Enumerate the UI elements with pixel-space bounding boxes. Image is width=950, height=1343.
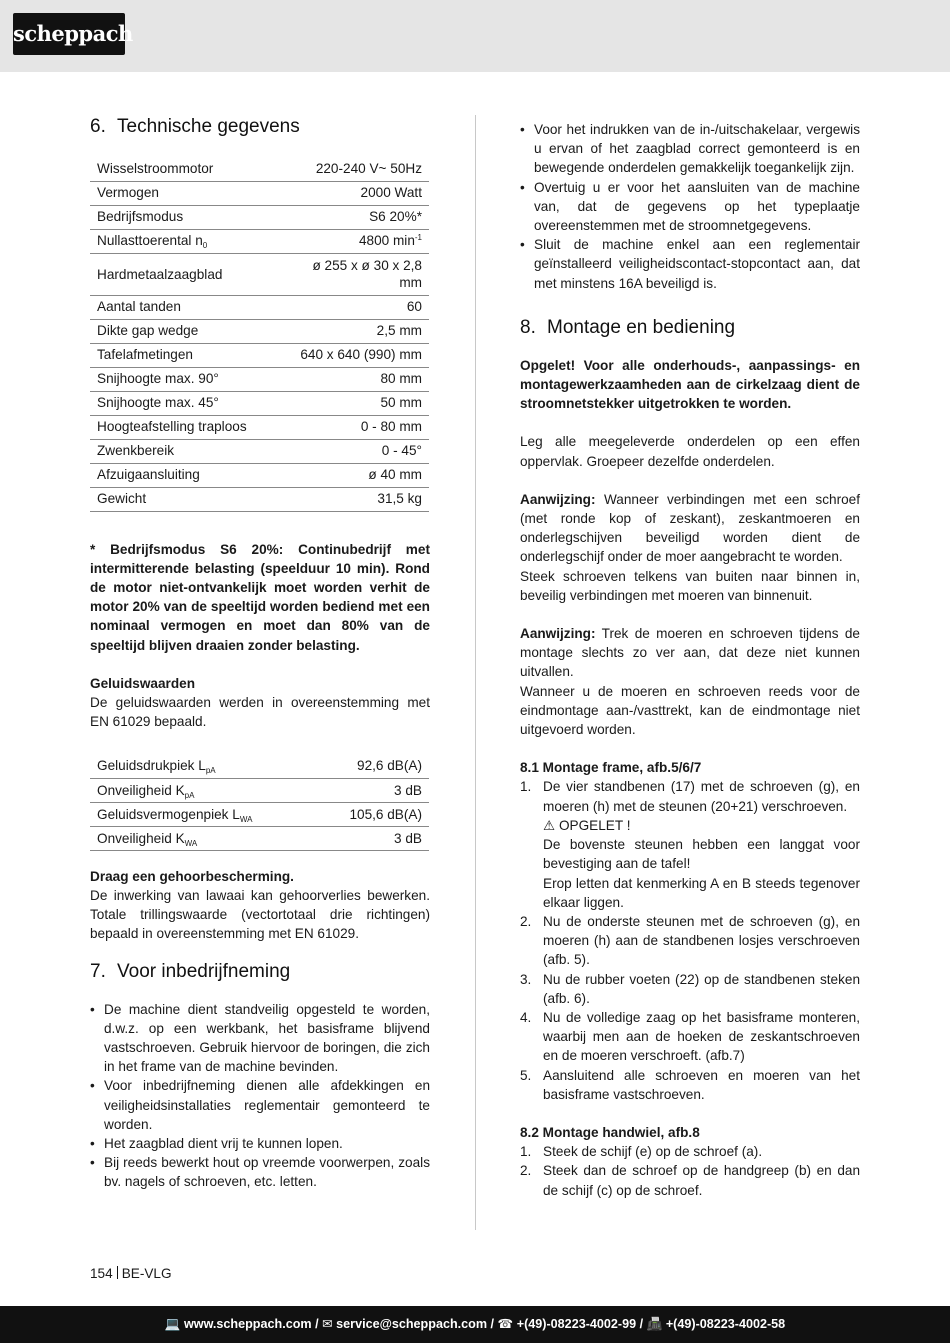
step-extra: Erop letten dat kenmerking A en B steeds tegenover elkaar liggen. <box>543 875 860 910</box>
page-number-value: 154 <box>90 1266 113 1281</box>
spec-value: ø 40 mm <box>275 463 429 487</box>
spec-value: 60 <box>275 295 429 319</box>
spec-value-line2: mm <box>399 275 422 290</box>
section-7-list-continued <box>520 120 860 293</box>
step-number: 1. <box>520 779 532 795</box>
spec-label: Vermogen <box>90 181 275 205</box>
table-row <box>90 181 429 205</box>
list-item: • Sluit de machine enkel aan een reglementair geïnstalleerd veiligheidscontact-stopcontact aan, dat met minstens 16A beveiligd is. <box>520 235 860 293</box>
table-row <box>90 205 429 229</box>
section-8-heading <box>520 316 860 340</box>
list-item <box>520 970 860 1008</box>
spec-label: Gewicht <box>90 487 275 511</box>
table-row <box>90 343 429 367</box>
table-row <box>90 253 429 295</box>
spec-value <box>275 253 429 295</box>
step-text: Aansluitend alle schroeven en moeren van het basisframe vastschroeven. <box>543 1067 860 1102</box>
table-row <box>90 754 429 778</box>
section-title: Technische gegevens <box>117 116 300 137</box>
noise-value: 105,6 dB(A) <box>314 802 429 826</box>
footer-separator: / <box>487 1317 498 1331</box>
section-7-list <box>90 1000 430 1192</box>
note-2 <box>520 624 860 682</box>
phone-icon: ☎ <box>497 1317 514 1331</box>
spec-label: Snijhoogte max. 45° <box>90 391 275 415</box>
footer-separator: / <box>311 1317 323 1331</box>
note-label: Aanwijzing: <box>520 626 596 642</box>
step-text: Nu de onderste steunen met de schroeven (g), en moeren (h) aan de standbenen losjes verschroeven (afb. 5). <box>543 913 860 968</box>
noise-label-text: Onveiligheid K <box>97 782 185 798</box>
website-link[interactable]: www.scheppach.com <box>183 1317 312 1331</box>
list-item <box>520 777 860 911</box>
step-text: De vier standbenen (17) met de schroeven (g), en moeren (h) met de steunen (20+21) verschroeven. <box>543 779 860 814</box>
step-text: Steek de schijf (e) op de schroef (a). <box>543 1144 763 1160</box>
page-number-separator <box>117 1266 118 1279</box>
step-number: 3. <box>520 971 532 987</box>
table-row <box>90 826 429 850</box>
table-row <box>90 439 429 463</box>
technical-specs-table <box>90 157 429 512</box>
page-region: BE-VLG <box>121 1266 172 1281</box>
list-item <box>520 1161 860 1199</box>
table-row <box>90 229 429 253</box>
step-text: Nu de volledige zaag op het basisframe monteren, waarbij men aan de hoeken de zeskantschroeven en de moeren verschroeft. (afb.7) <box>543 1009 860 1064</box>
noise-value: 3 dB <box>314 826 429 850</box>
noise-label <box>90 778 314 802</box>
section-6-heading <box>90 115 430 139</box>
note-1-continued: Steek schroeven telkens van buiten naar binnen in, beveilig verbindingen met moeren van binnenuit. <box>520 568 860 603</box>
table-row <box>90 295 429 319</box>
spec-value: 0 - 80 mm <box>275 415 429 439</box>
spec-label <box>90 229 275 253</box>
subsection-8-2-heading: 8.2 Montage handwiel, afb.8 <box>520 1124 700 1140</box>
list-item <box>520 1066 860 1104</box>
section-title: Montage en bediening <box>547 316 736 338</box>
note-text: Wanneer verbindingen met een schroef (met ronde kop of zeskant), zeskantmoeren en onderlegschijven beveiligd worden dient de onderlegschijf onder de moer aangebracht te worden. <box>520 491 860 565</box>
list-item: • Het zaagblad dient vrij te kunnen lopen. <box>90 1134 430 1153</box>
noise-text: De geluidswaarden werden in overeenstemming met EN 61029 bepaald. <box>90 694 430 730</box>
safety-warning: Opgelet! Voor alle onderhouds-, aanpassings- en montagewerkzaamheden aan de cirkelzaag dient de stroomnetstekker uitgetrokken te worden. <box>520 357 860 412</box>
ear-protection-heading: Draag een gehoorbescherming. <box>90 868 294 884</box>
noise-label <box>90 754 314 778</box>
step-number: 4. <box>520 1009 532 1025</box>
column-divider <box>475 115 476 1230</box>
section-7-heading <box>90 960 430 984</box>
noise-value: 92,6 dB(A) <box>314 754 429 778</box>
ear-protection-text: De inwerking van lawaai kan gehoorverlies bewerken. Totale trillingswaarde (vectortotaal drie richtingen) bepaald in overeenstemming met EN 61029. <box>90 888 430 942</box>
spec-value-superscript: -1 <box>414 233 422 243</box>
spec-value: 2000 Watt <box>275 181 429 205</box>
spec-label: Afzuigaansluiting <box>90 463 275 487</box>
spec-value: 0 - 45° <box>275 439 429 463</box>
table-row <box>90 463 429 487</box>
spec-value: 50 mm <box>275 391 429 415</box>
spec-value: 220-240 V~ 50Hz <box>275 157 429 181</box>
noise-values-table <box>90 754 429 851</box>
duty-cycle-note: * Bedrijfsmodus S6 20%: Continubedrijf met intermitterende belasting (speelduur 10 min). Rond de motor niet-ontvankelijk moet worden verhit de motor 20% van de speeltijd worden bediend met een nominaal vermogen en moet dan 80% van de speeltijd blijven draaien zonder belasting. <box>90 541 430 653</box>
subsection-8-2-steps <box>520 1142 860 1200</box>
warning-label: ⚠ OPGELET ! <box>543 817 631 833</box>
spec-value-line1: ø 255 x ø 30 x 2,8 <box>312 258 422 273</box>
fax-icon: 📠 <box>646 1317 663 1331</box>
scheppach-logo <box>13 13 133 55</box>
table-row <box>90 778 429 802</box>
step-number: 2. <box>520 1163 532 1179</box>
spec-label: Hardmetaalzaagblad <box>90 253 275 295</box>
spec-label-text: Nullasttoerental n <box>97 233 203 249</box>
spec-label: Hoogteafstelling traploos <box>90 415 275 439</box>
noise-label-subscript: WA <box>239 814 253 824</box>
step-extra: De bovenste steunen hebben een langgat voor bevestiging aan de tafel! <box>543 837 860 872</box>
table-row <box>90 157 429 181</box>
page-number <box>90 1264 172 1283</box>
subsection-8-1-heading: 8.1 Montage frame, afb.5/6/7 <box>520 760 702 776</box>
phone-number: +(49)-08223-4002-99 <box>516 1317 637 1331</box>
spec-value <box>275 229 429 253</box>
list-item: • Voor het indrukken van de in-/uitschakelaar, vergewis u ervan of het zaagblad correct gemonteerd is en bewegende onderdelen gemakkelijk toegankelijk zijn. <box>520 120 860 178</box>
note-2-continued: Wanneer u de moeren en schroeven reeds voor de eindmontage aan-/vasttrekt, kan de eindmontage niet uitgevoerd worden. <box>520 683 860 738</box>
spec-value: 80 mm <box>275 367 429 391</box>
table-row <box>90 487 429 511</box>
list-item <box>520 912 860 970</box>
noise-heading: Geluidswaarden <box>90 675 196 691</box>
spec-label: Dikte gap wedge <box>90 319 275 343</box>
section-title: Voor inbedrijfneming <box>117 960 291 982</box>
note-1 <box>520 490 860 567</box>
step-number: 2. <box>520 913 532 929</box>
spec-label: Snijhoogte max. 90° <box>90 367 275 391</box>
note-text: Trek de moeren en schroeven tijdens de montage slechts zo ver aan, dat deze niet kunnen uitvallen. <box>520 626 860 680</box>
left-column <box>90 115 430 1192</box>
logo-text: scheppach <box>13 21 133 46</box>
footer-separator: / <box>636 1317 647 1331</box>
noise-label <box>90 826 314 850</box>
step-text: Steek dan de schroef op de handgreep (b) en dan de schijf (c) op de schroef. <box>543 1163 860 1198</box>
spec-label: Bedrijfsmodus <box>90 205 275 229</box>
fax-number: +(49)-08223-4002-58 <box>665 1317 786 1331</box>
noise-label-subscript: pA <box>184 790 195 800</box>
step-number: 5. <box>520 1067 532 1083</box>
spec-value: 640 x 640 (990) mm <box>275 343 429 367</box>
table-row <box>90 802 429 826</box>
list-item: • Voor inbedrijfneming dienen alle afdekkingen en veiligheidsinstallaties reglementair gemonteerd te worden. <box>90 1076 430 1134</box>
subsection-8-1-steps <box>520 777 860 1103</box>
noise-label-subscript: WA <box>184 838 198 848</box>
spec-value-text: 4800 min <box>358 233 415 249</box>
page-header <box>0 0 950 72</box>
list-item: • De machine dient standveilig opgesteld te worden, d.w.z. op een werkbank, het basisframe blijvend vastschroeven. Gebruik hiervoor de boringen, die zich in het frame van de machine bevinden. <box>90 1000 430 1077</box>
section-number: 6. <box>90 116 106 137</box>
spec-label: Aantal tanden <box>90 295 275 319</box>
noise-label-text: Geluidsdrukpiek L <box>97 758 206 774</box>
list-item: • Overtuig u er voor het aansluiten van de machine van, dat de gegevens op het typeplaatje overeenstemmen met de stroomnetgegevens. <box>520 178 860 236</box>
table-row <box>90 391 429 415</box>
section-number: 8. <box>520 316 536 338</box>
noise-label-subscript: pA <box>205 766 216 776</box>
spec-value: 2,5 mm <box>275 319 429 343</box>
step-text: Nu de rubber voeten (22) op de standbenen steken (afb. 6). <box>543 971 860 1006</box>
list-item <box>520 1142 860 1161</box>
right-column <box>520 120 860 1200</box>
intro-text: Leg alle meegeleverde onderdelen op een effen oppervlak. Groepeer dezelfde onderdelen. <box>520 434 860 469</box>
computer-icon: 💻 <box>164 1317 181 1331</box>
spec-value: S6 20%* <box>275 205 429 229</box>
noise-value: 3 dB <box>314 778 429 802</box>
noise-label-text: Onveiligheid K <box>97 830 185 846</box>
table-row <box>90 367 429 391</box>
spec-label: Zwenkbereik <box>90 439 275 463</box>
page-footer <box>0 1306 950 1343</box>
spec-label-subscript: 0 <box>202 241 208 251</box>
table-row <box>90 319 429 343</box>
email-link[interactable]: service@scheppach.com <box>336 1317 488 1331</box>
spec-label: Tafelafmetingen <box>90 343 275 367</box>
table-row <box>90 415 429 439</box>
noise-label <box>90 802 314 826</box>
note-label: Aanwijzing: <box>520 491 596 507</box>
list-item: • Bij reeds bewerkt hout op vreemde voorwerpen, zoals bv. nagels of schroeven, etc. letten. <box>90 1153 430 1191</box>
noise-label-text: Geluidsvermogenpiek L <box>97 806 240 822</box>
spec-label: Wisselstroommotor <box>90 157 275 181</box>
step-number: 1. <box>520 1144 532 1160</box>
mail-icon: ✉ <box>322 1317 333 1331</box>
list-item <box>520 1008 860 1066</box>
spec-value: 31,5 kg <box>275 487 429 511</box>
section-number: 7. <box>90 960 106 982</box>
